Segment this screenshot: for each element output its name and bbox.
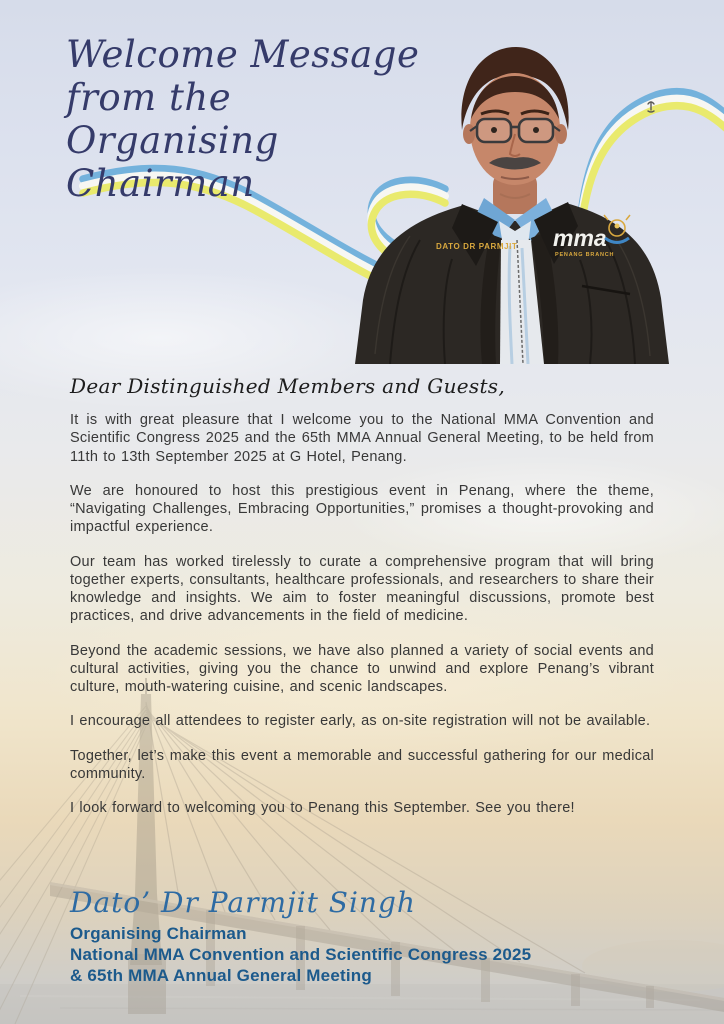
signature-event-line1: National MMA Convention and Scientific Congress 2025 [70, 945, 532, 964]
jacket-name-text: DATO DR PARMJIT [436, 242, 518, 251]
letter-paragraph-6: Together, let’s make this event a memorable and successful gathering for our medical community. [70, 747, 654, 782]
letter-paragraph-5: I encourage all attendees to register early, as on-site registration will not be available. [70, 713, 651, 730]
page-title-line1: Welcome Message from the [66, 33, 420, 119]
signature-block [70, 886, 670, 986]
chairman-photo [350, 34, 680, 364]
letter-paragraph-2: We are honoured to host this prestigious event in Penang, where the theme, “Navigating Challenges, Embracing Opportunities,” promises a thought-provoking and impactful experience. [70, 482, 654, 536]
signature-event-line2: & 65th MMA Annual General Meeting [70, 966, 372, 985]
signature-name: Dato’ Dr Parmjit Singh [70, 886, 416, 919]
ear-left [463, 124, 475, 144]
mma-logo-subtext: PENANG BRANCH [555, 252, 615, 258]
welcome-letter [70, 374, 654, 834]
mma-logo-text: mma [553, 225, 607, 251]
ear-right [555, 124, 567, 144]
page-title-line2: Organising Chairman [66, 118, 279, 205]
signature-role: Organising Chairman [70, 924, 247, 943]
greeting: Dear Distinguished Members and Guests, [70, 374, 506, 398]
letter-paragraph-7: I look forward to welcoming you to Penang this September. See you there! [70, 800, 575, 817]
letter-paragraph-3: Our team has worked tirelessly to curate a comprehensive program that will bring together experts, consultants, healthcare professionals, and researchers to share their knowledge and insights. We aim to foster meaningful discussions, promote best practices, and drive advancements in the field of medicine. [70, 553, 654, 625]
letter-paragraph-1: It is with great pleasure that I welcome you to the National MMA Convention and Scientific Congress 2025 and the 65th MMA Annual General Meeting, to be held from 11th to 13th September 2025 at G Hotel, Penang. [70, 412, 654, 465]
letter-paragraph-4: Beyond the academic sessions, we have also planned a variety of social events and cultural activities, giving you the chance to unwind and explore Penang’s vibrant culture, mouth-watering cuisine, and scenic landscapes. [70, 642, 654, 696]
